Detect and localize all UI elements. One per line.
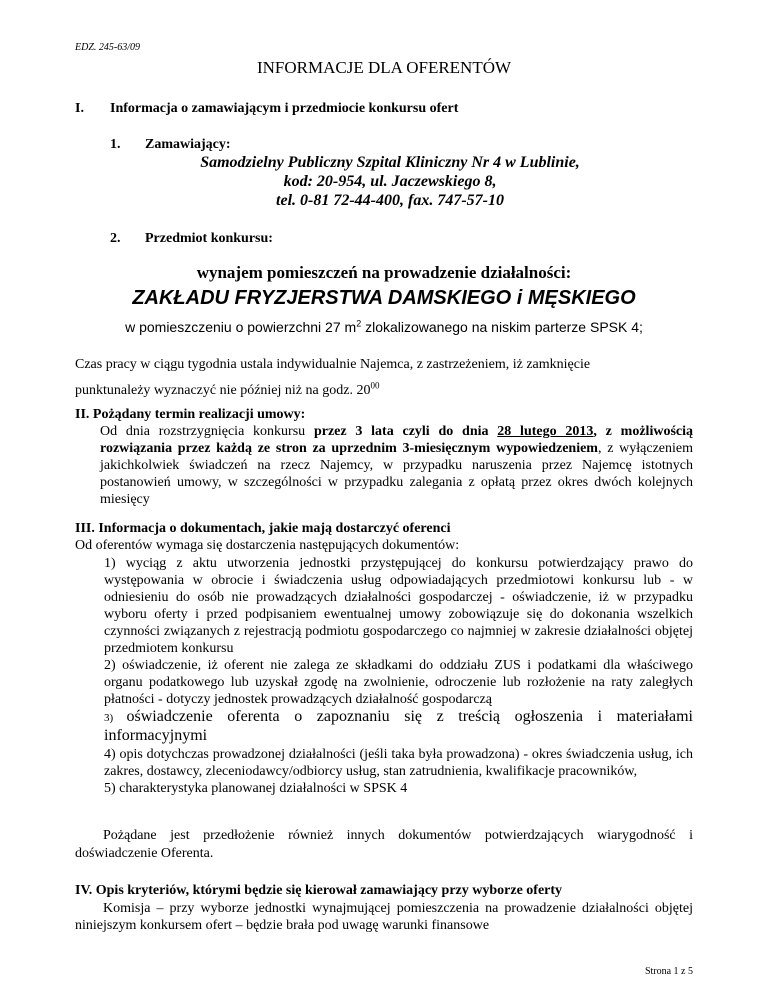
subject-label: Przedmiot konkursu: xyxy=(145,231,273,246)
section-3-title: III. Informacja o dokumentach, jakie mają dostarczyć oferenci xyxy=(75,521,451,536)
orderer-address: kod: 20-954, ul. Jaczewskiego 8, xyxy=(283,173,497,190)
document-title: INFORMACJE DLA OFERENTÓW xyxy=(256,58,512,77)
document-item-4: 4) opis dotychczas prowadzonej działalności (jeśli taka była prowadzona) - okres świadczenia usług, ich zakres, dostawcy, zleceniodawcy/odbiorcy usług, stan zatrudnienia, kwalifikacje pracowników, xyxy=(104,747,693,779)
section-3-intro: Od oferentów wymaga się dostarczenia następujących dokumentów: xyxy=(75,538,460,553)
document-reference: EDZ. 245-63/09 xyxy=(75,42,140,53)
subject-description: wynajem pomieszczeń na prowadzenie działalności: xyxy=(196,263,572,282)
document-item-1: 1) wyciąg z aktu utworzenia jednostki przystępującej do konkursu potwierdzający prawo do występowania w obrocie i świadczenia usług odpowiadających przedmiotowi konkursu lub - w odniesieniu do osób nie prowadzących działalności gospodarczej - oświadczenie, iż w przypadku wyboru oferty i przed podpisaniem ewentualnej umowy zobowiązuje się do dokonania wszelkich czynności związanych z rejestracją podmiotu gospodarczego co najmniej w zakresie działalności objętej przedmiotem konkursu xyxy=(104,556,693,656)
section-4-text: Komisja – przy wyborze jednostki wynajmującej pomieszczenia na prowadzenie działalności objętej niniejszym konkursem ofert – będzie brała pod uwagę warunki finansowe xyxy=(75,901,693,933)
item-2-number: 2. xyxy=(110,231,121,246)
item-1-number: 1. xyxy=(110,137,121,152)
orderer-name: Samodzielny Publiczny Szpital Kliniczny Nr 4 w Lublinie, xyxy=(200,154,580,171)
page-number: Strona 1 z 5 xyxy=(644,966,693,977)
document-item-3: 3) oświadczenie oferenta o zapoznaniu się z treścią ogłoszenia i materiałami informacyjnymi xyxy=(104,708,693,744)
section-1-title: Informacja o zamawiającym i przedmiocie konkursu ofert xyxy=(110,101,459,116)
document-list xyxy=(104,555,693,797)
orderer-label: Zamawiający: xyxy=(145,137,231,152)
section-1-number: I. xyxy=(75,101,84,116)
document-item-5: 5) charakterystyka planowanej działalności w SPSK 4 xyxy=(104,781,408,796)
orderer-contact: tel. 0-81 72-44-400, fax. 747-57-10 xyxy=(276,192,504,209)
room-description: w pomieszczeniu o powierzchni 27 $m^2$ zlokalizowanego na niskim parterze SPSK 4; xyxy=(125,318,643,335)
section-3-note: Pożądane jest przedłożenie również innych dokumentów potwierdzających wiarygodność i doświadczenie Oferenta. xyxy=(75,828,693,861)
orderer-details xyxy=(145,153,635,210)
business-type: ZAKŁADU FRYZJERSTWA DAMSKIEGO i MĘSKIEGO xyxy=(132,287,636,309)
document-item-2: 2) oświadczenie, iż oferent nie zalega ze składkami do oddziału ZUS i podatkami dla właściwego organu podatkowego lub uzyskał zgodę na zwolnienie, odroczenie lub rozłożenie na raty zaległych płatności - dotyczy jednostek prowadzących działalność gospodarczą xyxy=(104,658,693,707)
working-hours-line-2: punktunależy wyznaczyć nie później niż na godz. $20^{00}$ xyxy=(75,380,380,398)
section-2-title: II. Pożądany termin realizacji umowy: xyxy=(75,407,306,422)
section-2-text: Od dnia rozstrzygnięcia konkursu przez 3 lata czyli do dnia 28 lutego 2013, z możliwością rozwiązania przez każdą ze stron za uprzednim 3-miesięcznym wypowiedzeniem, z wyłączeniem jakichkolwiek świadczeń na rzecz Najemcy, w przypadku naruszenia przez Najemcę istotnych postanowień umowy, w szczególności w przypadku zalegania z opłatą przez okres dwóch kolejnych miesięcy xyxy=(100,424,694,507)
section-4-title: IV. Opis kryteriów, którymi będzie się kierował zamawiający przy wyborze oferty xyxy=(75,883,563,898)
working-hours-line-1: Czas pracy w ciągu tygodnia ustala indywidualnie Najemca, z zastrzeżeniem, iż zamknięcie xyxy=(75,357,591,372)
